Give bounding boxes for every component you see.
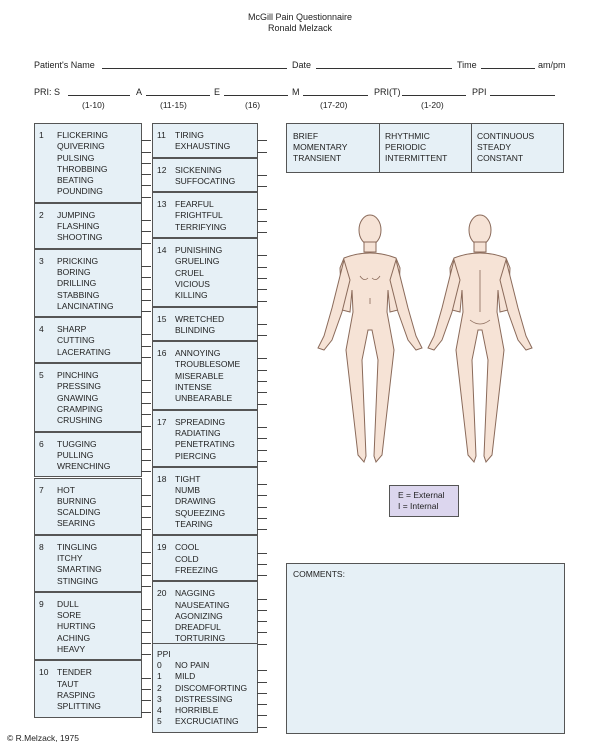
group-words <box>175 588 230 644</box>
group-number: 7 <box>39 484 44 495</box>
date-label: Date <box>292 60 312 70</box>
group-checkboxes[interactable] <box>257 474 267 531</box>
temporal-word[interactable]: BRIEF <box>293 131 319 141</box>
group-checkboxes[interactable] <box>257 588 267 645</box>
temporal-table <box>286 123 564 173</box>
form-author: Ronald Melzack <box>267 23 333 33</box>
descriptor-group-4 <box>34 317 142 363</box>
ppi-field[interactable] <box>490 95 555 96</box>
group-checkboxes[interactable] <box>141 370 151 427</box>
descriptor-group-9 <box>34 592 142 661</box>
group-number: 1 <box>39 130 44 140</box>
descriptor-word[interactable]: SQUEEZING <box>175 507 226 518</box>
ppi-numbers <box>157 660 162 728</box>
descriptor-word[interactable]: CRUEL <box>175 267 204 278</box>
descriptor-word[interactable]: DULL <box>57 598 79 609</box>
temporal-col-rhythmic <box>385 131 447 164</box>
group-checkboxes[interactable] <box>257 245 267 302</box>
descriptor-word[interactable]: ITCHY <box>57 552 83 563</box>
ppi-checkboxes[interactable] <box>257 660 267 728</box>
descriptor-word[interactable]: UNBEARABLE <box>175 393 233 404</box>
group-checkboxes[interactable] <box>141 599 151 656</box>
temporal-word[interactable]: TRANSIENT <box>293 153 342 163</box>
descriptor-word[interactable]: FLASHING <box>57 221 100 232</box>
pri-a-field[interactable] <box>146 95 210 96</box>
descriptor-word[interactable]: CRUSHING <box>57 415 103 426</box>
descriptor-group-16 <box>152 341 258 410</box>
descriptor-word[interactable]: EXHAUSTING <box>175 141 231 152</box>
temporal-word[interactable]: CONSTANT <box>477 153 524 163</box>
pri-s-field[interactable] <box>68 95 130 96</box>
descriptor-word[interactable]: SICKENING <box>175 164 222 175</box>
group-number: 8 <box>39 541 44 552</box>
group-checkboxes[interactable] <box>141 210 151 244</box>
temporal-word[interactable]: RHYTHMIC <box>385 131 430 141</box>
group-number: 20 <box>157 588 167 599</box>
descriptor-group-20 <box>152 581 258 650</box>
descriptor-word[interactable]: ANNOYING <box>175 348 221 359</box>
group-words <box>175 348 240 404</box>
group-checkboxes[interactable] <box>141 324 151 358</box>
descriptor-word[interactable]: MISERABLE <box>175 370 224 381</box>
descriptor-word[interactable]: RASPING <box>57 689 96 700</box>
ppi-num: 0 <box>157 660 162 670</box>
group-words <box>175 542 218 576</box>
pri-m-label: M <box>292 87 300 97</box>
ppi-item[interactable]: DISTRESSING <box>175 693 233 704</box>
body-front-figure <box>318 215 422 462</box>
copyright-text: © R.Melzack, 1975 <box>7 733 79 743</box>
pri-t-label: PRI(T) <box>374 87 401 97</box>
descriptor-word[interactable]: FRIGHTFUL <box>175 210 223 221</box>
descriptor-word[interactable]: WRETCHED <box>175 313 225 324</box>
group-number: 10 <box>39 667 49 678</box>
descriptor-word[interactable]: PUNISHING <box>175 245 223 256</box>
range-m: (17-20) <box>320 100 348 110</box>
descriptor-word[interactable]: SPREADING <box>175 416 226 427</box>
descriptor-word[interactable]: PIERCING <box>175 450 217 461</box>
descriptor-word[interactable]: PULLING <box>57 449 94 460</box>
descriptor-word[interactable]: LANCINATING <box>57 300 114 311</box>
descriptor-word[interactable]: NUMB <box>175 485 201 496</box>
group-words <box>57 324 111 358</box>
group-number: 6 <box>39 438 44 449</box>
group-number: 2 <box>39 209 44 220</box>
group-number: 19 <box>157 542 167 553</box>
descriptor-word[interactable]: DRAWING <box>175 496 216 507</box>
descriptor-word[interactable]: JUMPING <box>57 209 96 220</box>
descriptor-word[interactable]: HOT <box>57 484 75 495</box>
group-checkboxes[interactable] <box>257 199 267 233</box>
descriptor-word[interactable]: GNAWING <box>57 392 99 403</box>
descriptor-word[interactable]: AGONIZING <box>175 610 223 621</box>
descriptor-word[interactable]: VICIOUS <box>175 278 210 289</box>
group-words <box>57 667 101 712</box>
descriptor-word[interactable]: COOL <box>175 542 200 553</box>
group-number: 16 <box>157 348 167 359</box>
group-words <box>57 370 103 426</box>
pri-e-label: E <box>214 87 221 97</box>
group-checkboxes[interactable] <box>141 130 151 198</box>
group-words <box>57 542 102 587</box>
descriptor-group-3 <box>34 249 142 318</box>
ppi-num: 3 <box>157 693 162 704</box>
descriptor-word[interactable]: TROUBLESOME <box>175 359 241 370</box>
ppi-item[interactable]: MILD <box>175 671 196 682</box>
descriptor-group-17 <box>152 410 258 467</box>
descriptor-word[interactable]: SORE <box>57 610 82 621</box>
descriptor-word[interactable]: PRICKING <box>57 255 99 266</box>
descriptor-word[interactable]: DREADFUL <box>175 622 221 633</box>
pri-m-field[interactable] <box>303 95 368 96</box>
descriptor-word[interactable]: TIGHT <box>175 473 201 484</box>
descriptor-word[interactable]: BLINDING <box>175 324 216 335</box>
temporal-col-continuous <box>477 131 534 164</box>
descriptor-group-12 <box>152 158 258 193</box>
ppi-label: PPI <box>472 87 487 97</box>
body-back-figure <box>428 215 532 462</box>
ppi-num: 1 <box>157 671 162 682</box>
descriptor-word[interactable]: NAUSEATING <box>175 599 230 610</box>
descriptor-word[interactable]: SMARTING <box>57 564 102 575</box>
ampm-label: am/pm <box>538 60 566 70</box>
form-title: McGill Pain Questionnaire <box>247 12 353 22</box>
group-checkboxes[interactable] <box>141 256 151 313</box>
descriptor-word[interactable]: FREEZING <box>175 564 218 575</box>
descriptor-word[interactable]: CRAMPING <box>57 403 103 414</box>
descriptor-word[interactable]: GRUELING <box>175 256 220 267</box>
descriptor-group-8 <box>34 535 142 592</box>
group-words <box>57 439 110 473</box>
pri-e-field[interactable] <box>224 95 288 96</box>
group-number: 5 <box>39 370 44 381</box>
descriptor-word[interactable]: TIRING <box>175 130 204 140</box>
descriptor-word[interactable]: HURTING <box>57 621 96 632</box>
descriptor-group-18 <box>152 467 258 536</box>
descriptor-word[interactable]: FEARFUL <box>175 199 214 210</box>
group-number: 18 <box>157 473 167 484</box>
descriptor-group-1 <box>34 123 142 203</box>
descriptor-word[interactable]: SPLITTING <box>57 701 101 712</box>
descriptor-group-13 <box>152 192 258 238</box>
descriptor-word[interactable]: STINGING <box>57 575 99 586</box>
range-s: (1-10) <box>82 100 105 110</box>
group-number: 13 <box>157 199 167 210</box>
descriptor-word[interactable]: HEAVY <box>57 644 86 655</box>
group-words <box>175 314 224 337</box>
group-words <box>175 417 235 462</box>
group-number: 11 <box>157 130 166 140</box>
group-words <box>57 485 100 530</box>
descriptor-word[interactable]: BORING <box>57 266 91 277</box>
group-words <box>57 210 102 244</box>
group-checkboxes[interactable] <box>257 417 267 462</box>
descriptor-group-2 <box>34 203 142 249</box>
descriptor-word[interactable]: INTENSE <box>175 382 212 393</box>
group-checkboxes[interactable] <box>257 165 267 188</box>
group-words <box>57 599 96 655</box>
group-checkboxes[interactable] <box>141 542 151 587</box>
descriptor-word[interactable]: BEATING <box>57 175 94 186</box>
temporal-word[interactable]: INTERMITTENT <box>385 153 448 163</box>
descriptor-word[interactable]: COLD <box>175 553 199 564</box>
time-label: Time <box>457 60 477 70</box>
group-number: 12 <box>157 164 167 175</box>
descriptor-word[interactable]: TENDER <box>57 667 92 678</box>
legend-box <box>389 485 459 517</box>
descriptor-word[interactable]: TEARING <box>175 519 213 530</box>
group-number: 14 <box>157 245 167 256</box>
temporal-word[interactable]: MOMENTARY <box>293 142 348 152</box>
range-e: (16) <box>245 100 261 110</box>
range-a: (11-15) <box>160 100 187 110</box>
descriptor-word[interactable]: FLICKERING <box>57 130 109 140</box>
ppi-item[interactable]: EXCRUCIATING <box>175 716 239 727</box>
ppi-item[interactable]: DISCOMFORTING <box>175 682 248 693</box>
descriptor-word[interactable]: THROBBING <box>57 163 108 174</box>
range-pri-t: (1-20) <box>421 100 444 110</box>
group-words <box>175 474 225 530</box>
descriptor-group-19 <box>152 535 258 581</box>
group-checkboxes[interactable] <box>257 314 267 337</box>
descriptor-word[interactable]: TINGLING <box>57 541 98 552</box>
descriptor-word[interactable]: DRILLING <box>57 278 97 289</box>
descriptor-word[interactable]: STABBING <box>57 289 100 300</box>
descriptor-word[interactable]: PINCHING <box>57 370 99 381</box>
group-number: 15 <box>157 313 167 324</box>
descriptor-group-11 <box>152 123 258 158</box>
ppi-num: 5 <box>157 716 162 727</box>
patient-name-label: Patient's Name <box>34 60 95 70</box>
descriptor-word[interactable]: PENETRATING <box>175 439 235 450</box>
group-words <box>175 245 222 301</box>
descriptor-word[interactable]: CUTTING <box>57 335 95 346</box>
descriptor-group-15 <box>152 307 258 342</box>
group-checkboxes[interactable] <box>257 542 267 576</box>
group-checkboxes[interactable] <box>141 667 151 712</box>
pri-s-label: PRI: S <box>34 87 61 97</box>
descriptor-word[interactable]: TAUT <box>57 678 79 689</box>
temporal-word[interactable]: PERIODIC <box>385 142 427 152</box>
descriptor-word[interactable]: RADIATING <box>175 427 221 438</box>
legend-internal: I = Internal <box>398 501 439 511</box>
patient-name-field[interactable] <box>102 68 287 69</box>
group-words <box>175 199 226 233</box>
group-number: 9 <box>39 598 44 609</box>
descriptor-word[interactable]: SUFFOCATING <box>175 175 236 186</box>
descriptor-word[interactable]: BURNING <box>57 495 97 506</box>
group-number: 17 <box>157 416 167 427</box>
descriptor-word[interactable]: NAGGING <box>175 588 216 599</box>
ppi-items <box>175 660 247 728</box>
descriptor-word[interactable]: SHOOTING <box>57 232 103 243</box>
ppi-item[interactable]: HORRIBLE <box>175 705 219 716</box>
descriptor-word[interactable]: QUIVERING <box>57 141 105 152</box>
descriptor-word[interactable]: ACHING <box>57 632 91 643</box>
descriptor-word[interactable]: SHARP <box>57 324 87 335</box>
descriptor-word[interactable]: KILLING <box>175 290 208 301</box>
descriptor-word[interactable]: PRESSING <box>57 381 101 392</box>
ppi-group-label: PPI <box>157 649 171 659</box>
ppi-num: 4 <box>157 705 162 716</box>
descriptor-word[interactable]: TERRIFYING <box>175 221 227 232</box>
comments-label: COMMENTS: <box>293 569 345 579</box>
descriptor-word[interactable]: WRENCHING <box>57 461 111 472</box>
temporal-word[interactable]: CONTINUOUS <box>477 131 535 141</box>
group-checkboxes[interactable] <box>257 348 267 405</box>
group-checkboxes[interactable] <box>257 130 267 153</box>
comments-box[interactable] <box>286 563 565 734</box>
group-checkboxes[interactable] <box>141 485 151 530</box>
descriptor-group-5 <box>34 363 142 432</box>
ppi-group <box>152 643 258 733</box>
descriptor-word[interactable]: SCALDING <box>57 507 101 518</box>
legend-external: E = External <box>398 490 445 500</box>
ppi-item[interactable]: NO PAIN <box>175 660 210 670</box>
temporal-word[interactable]: STEADY <box>477 142 512 152</box>
ppi-num: 2 <box>157 682 162 693</box>
descriptor-word[interactable]: SEARING <box>57 518 96 529</box>
group-number: 3 <box>39 255 44 266</box>
pri-a-label: A <box>136 87 143 97</box>
descriptor-group-10 <box>34 660 142 717</box>
descriptor-group-6 <box>34 432 142 478</box>
group-words <box>175 165 235 188</box>
descriptor-word[interactable]: PULSING <box>57 152 95 163</box>
group-words <box>57 130 108 198</box>
time-field[interactable] <box>481 68 535 69</box>
descriptor-word[interactable]: POUNDING <box>57 186 103 197</box>
group-number: 4 <box>39 324 44 335</box>
group-words <box>175 130 230 153</box>
descriptor-word[interactable]: TORTURING <box>175 633 226 644</box>
descriptor-word[interactable]: LACERATING <box>57 346 111 357</box>
pri-t-field[interactable] <box>402 95 466 96</box>
group-checkboxes[interactable] <box>141 439 151 473</box>
temporal-col-brief <box>293 131 347 164</box>
descriptor-group-7 <box>34 478 142 535</box>
group-words <box>57 256 114 312</box>
body-diagram[interactable] <box>290 200 560 475</box>
descriptor-word[interactable]: TUGGING <box>57 438 97 449</box>
date-field[interactable] <box>316 68 452 69</box>
descriptor-group-14 <box>152 238 258 307</box>
